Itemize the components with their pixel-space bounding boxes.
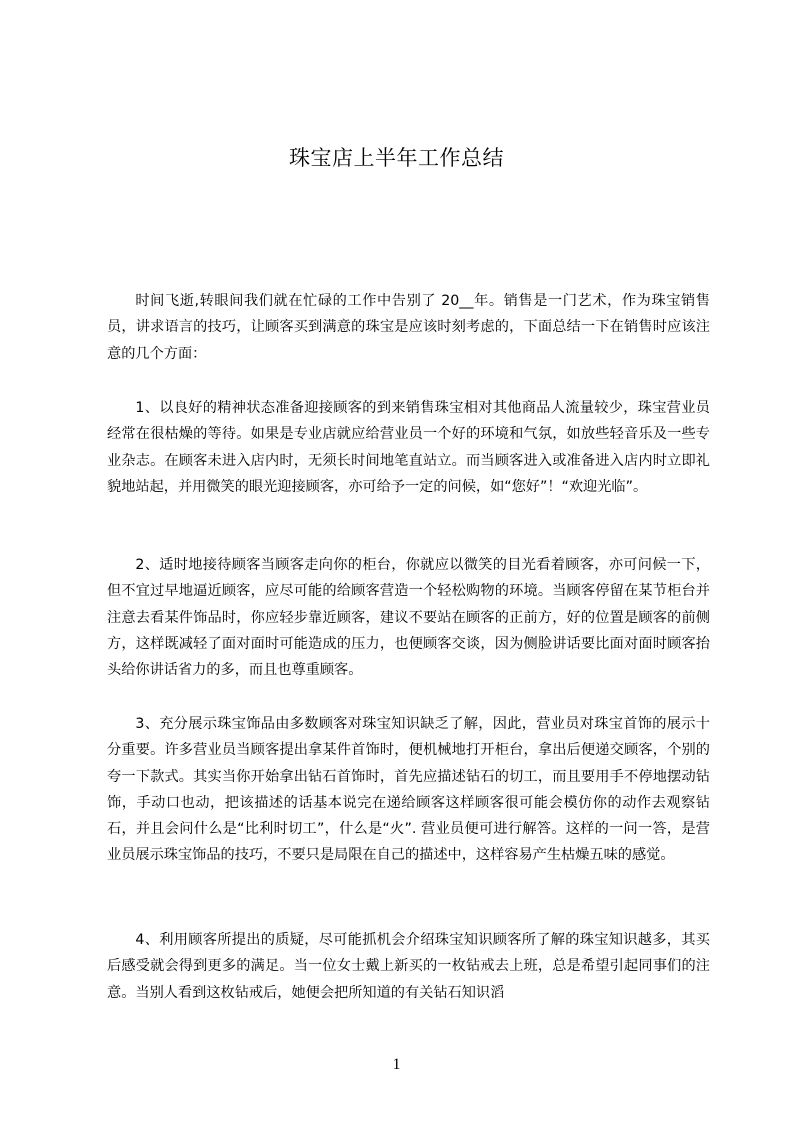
paragraph-point-1: 1、以良好的精神状态准备迎接顾客的到来销售珠宝相对其他商品人流量较少，珠宝营业员经常在很枯燥的等待。如果是专业店就应给营业员一个好的环境和气氛，如放些轻音乐及一些专业杂志。在顾客未进入店内时，无须长时间地笔直站立。而当顾客进入或准备进入店内时立即礼貌地站起，并用微笑的眼光迎接顾客，亦可给予一定的问候，如“您好”！“欢迎光临”。 bbox=[107, 400, 710, 495]
page-title: 珠宝店上半年工作总结 bbox=[289, 146, 504, 170]
paragraph-point-3: 3、充分展示珠宝饰品由多数顾客对珠宝知识缺乏了解，因此，营业员对珠宝首饰的展示十分重要。许多营业员当顾客提出拿某件首饰时，便机械地打开柜台，拿出后便递交顾客，个别的夸一下款式。其实当你开始拿出钻石首饰时，首先应描述钻石的切工，而且要用手不停地摆动钻饰，手动口也动，把该描述的话基本说完在递给顾客这样顾客很可能会模仿你的动作去观察钻石，并且会问什么是“比利时切工”，什么是“火”. 营业员便可进行解答。这样的一问一答，是营业员展示珠宝饰品的技巧，不要只是局限在自己的描述中，这样容易产生枯燥五味的感觉。 bbox=[107, 716, 710, 864]
page-number: 1 bbox=[392, 1056, 401, 1073]
paragraph-point-2: 2、适时地接待顾客当顾客走向你的柜台，你就应以微笑的目光看着顾客，亦可问候一下，但不宜过早地逼近顾客，应尽可能的给顾客营造一个轻松购物的环境。当顾客停留在某节柜台并注意去看某件饰品时，你应轻步靠近顾客，建议不要站在顾客的正前方，好的位置是顾客的前侧方，这样既减轻了面对面时可能造成的压力，也便顾客交谈，因为侧脸讲话要比面对面时顾客抬头给你讲话省力的多，而且也尊重顾客。 bbox=[107, 557, 710, 679]
paragraph-point-4: 4、利用顾客所提出的质疑，尽可能抓机会介绍珠宝知识顾客所了解的珠宝知识越多，其买后感受就会得到更多的满足。当一位女士戴上新买的一枚钻戒去上班，总是希望引起同事们的注意。当别人看到这枚钻戒后，她便会把所知道的有关钻石知识滔 bbox=[107, 932, 710, 1001]
paragraph-intro: 时间飞逝,转眼间我们就在忙碌的工作中告别了 20__年。销售是一门艺术，作为珠宝销售员，讲求语言的技巧，让顾客买到满意的珠宝是应该时刻考虑的，下面总结一下在销售时应该注意的几个方面： bbox=[107, 293, 710, 362]
